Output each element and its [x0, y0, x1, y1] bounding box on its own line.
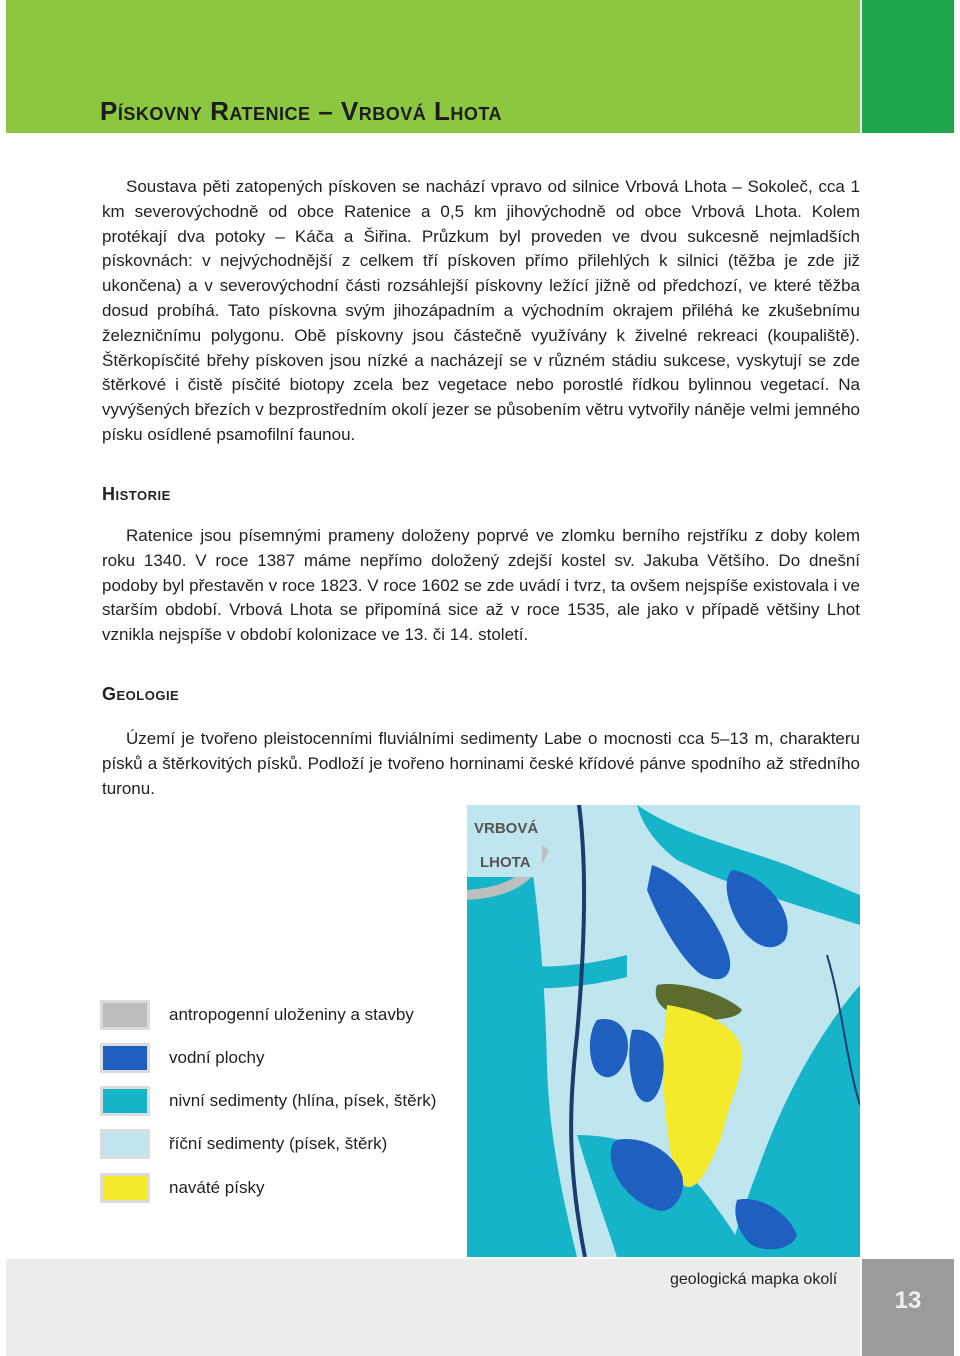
page-title: Pískovny Ratenice – Vrbová Lhota: [100, 96, 503, 126]
legend-swatch: [100, 1000, 150, 1030]
page-number-box: [862, 1259, 954, 1356]
legend-item: [100, 1043, 500, 1077]
legend-label: naváté písky: [169, 1178, 265, 1197]
legend-label: antropogenní uloženiny a stavby: [169, 1005, 414, 1024]
geologie-paragraph: Území je tvořeno pleistocenními fluviálními sedimenty Labe o mocnosti cca 5–13 m, charakteru písků a štěrkovitých písků. Podloží je tvořeno horninami české křídové pánve spodního až středního turonu.: [102, 729, 860, 798]
legend-item: [100, 1000, 500, 1034]
historie-heading: Historie: [102, 484, 171, 504]
legend-label: říční sedimenty (písek, štěrk): [169, 1134, 388, 1153]
legend-item: [100, 1086, 500, 1120]
geologie-heading: Geologie: [102, 684, 180, 704]
legend-swatch: [100, 1173, 150, 1203]
geological-map: [467, 805, 860, 1257]
map-label-vrbova: VRBOVÁ: [474, 820, 539, 837]
legend-item: [100, 1173, 500, 1207]
legend-item: [100, 1129, 500, 1163]
historie-paragraph: Ratenice jsou písemnými prameny doloženy poprvé ve zlomku berního rejstříku z doby kolem roku 1340. V roce 1387 máme nepřímo doložený zdejší kostel sv. Jakuba Většího. Do dnešní podoby byl přestavěn v roce 1823. V roce 1602 se zde uvádí i tvrz, ta ovšem nejspíše existovala i ve starším období. Vrbová Lhota se připomíná sice až v roce 1535, ale jako v případě většiny Lhot vznikla nejspíše v období kolonizace ve 13. či 14. století.: [102, 526, 860, 645]
legend-swatch: [100, 1043, 150, 1073]
intro-paragraph: Soustava pěti zatopených pískoven se nachází vpravo od silnice Vrbová Lhota – Sokoleč, cca 1 km severovýchodně od obce Ratenice a 0,5 km jihovýchodně od obce Vrbová Lhota. Kolem protékají dva potoky – Káča a Šiřina. Průzkum byl proveden ve dvou sukcesně nejmladších pískovnách: v nejvýchodnější z celkem tří pískoven přímo přilehlých k silnici (těžba je zde již ukončena) a v severovýchodní části rozsáhlejší pískovny ležící jižně od předchozí, ve které těžba dosud probíhá. Tato pískovna svým jihozápadním a východním okrajem přiléhá ke zkušebnímu železničnímu polygonu. Obě pískovny jsou částečně využívány k živelné rekreaci (koupaliště). Štěrkopísčité břehy pískoven jsou nízké a nacházejí se v různém stádiu sukcese, vyskytují se zde štěrkové i čistě písčité biotopy zcela bez vegetace nebo porostlé řídkou bylinnou vegetací. Na vyvýšených březích v bezprostředním okolí jezer se působením větru vytvořily náněje velmi jemného písku osídlené psamofilní faunou.: [102, 177, 860, 444]
legend-label: vodní plochy: [169, 1048, 265, 1067]
legend-swatch: [100, 1129, 150, 1159]
map-caption: geologická mapka okolí: [670, 1271, 838, 1288]
legend-label: nivní sedimenty (hlína, písek, štěrk): [169, 1091, 437, 1110]
page-number: 13: [894, 1287, 922, 1314]
header-accent: [862, 0, 954, 133]
legend-swatch: [100, 1086, 150, 1116]
map-label-lhota: LHOTA: [480, 854, 531, 871]
